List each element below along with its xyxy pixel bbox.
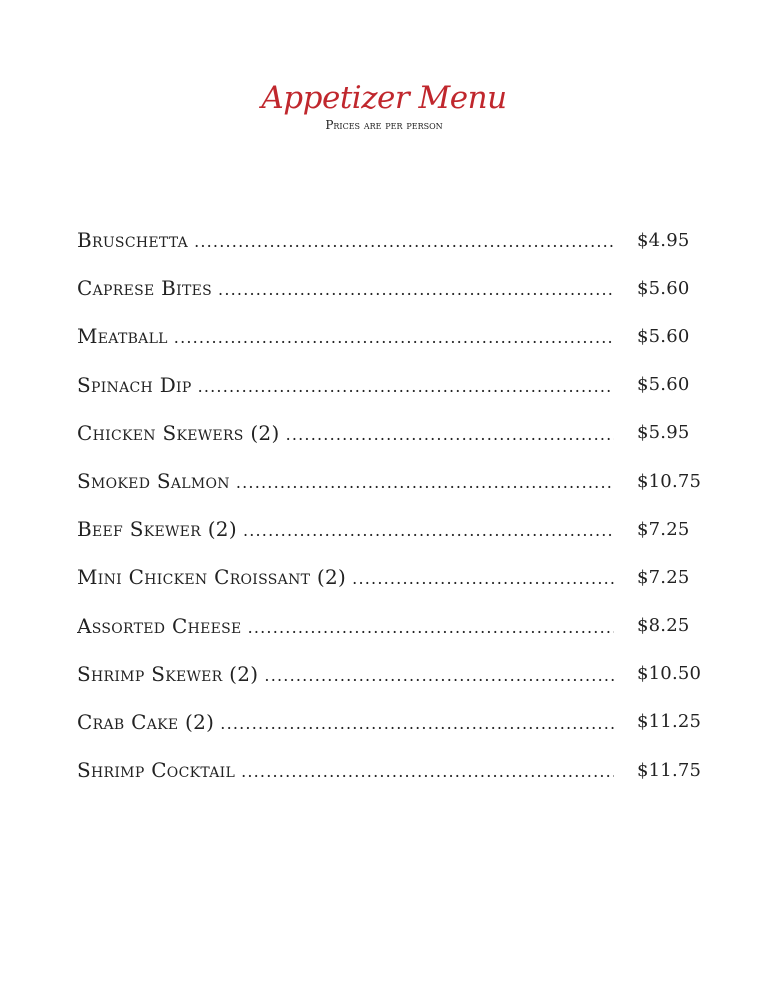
menu-item: [77, 505, 697, 553]
menu-item: [77, 264, 697, 312]
menu-item-price: $5.95: [637, 422, 690, 444]
dot-leader: [218, 280, 614, 299]
dot-leader: [198, 377, 614, 396]
menu-item-leader: [77, 469, 614, 493]
menu-item-leader: [77, 276, 614, 300]
menu-item-price: $7.25: [637, 566, 690, 588]
menu-item: [77, 312, 697, 360]
menu-item-price: $10.75: [637, 470, 702, 492]
dot-leader: [264, 666, 614, 685]
menu-item: [77, 602, 697, 650]
menu-item-leader: [77, 228, 614, 252]
menu-item-leader: [77, 421, 614, 445]
dot-leader: [243, 521, 614, 540]
page-title: Appetizer Menu: [261, 80, 507, 116]
dot-leader: [352, 569, 614, 588]
menu-item-leader: [77, 710, 614, 734]
dot-leader: [286, 425, 614, 444]
menu-item: [77, 457, 702, 505]
menu-item-name: Assorted Cheese: [77, 613, 242, 638]
menu-item-price: $4.95: [637, 229, 690, 251]
menu-item-name: Caprese Bites: [77, 276, 213, 301]
menu-item-price: $8.25: [637, 615, 690, 637]
menu-item-leader: [77, 614, 614, 638]
menu-item-leader: [77, 324, 614, 348]
dot-leader: [248, 618, 614, 637]
menu-item-price: $11.25: [637, 711, 702, 733]
menu-item: [77, 650, 702, 698]
menu-item-price: $10.50: [637, 663, 702, 685]
menu-item-price: $5.60: [637, 277, 690, 299]
menu-item-name: Shrimp Cocktail: [77, 758, 236, 783]
menu-item-name: Shrimp Skewer (2): [77, 661, 259, 686]
menu-item-price: $5.60: [637, 325, 690, 347]
page-subtitle: Prices are per person: [325, 118, 443, 132]
menu-item: [77, 746, 702, 794]
menu-item: [77, 216, 697, 264]
menu-item-price: $11.75: [637, 759, 702, 781]
menu-item: [77, 361, 697, 409]
menu-item: [77, 698, 702, 746]
menu-item-name: Spinach Dip: [77, 372, 192, 397]
menu-item-name: Chicken Skewers (2): [77, 420, 280, 445]
menu-list: [77, 216, 702, 794]
menu-item-leader: [77, 662, 614, 686]
menu-item-name: Crab Cake (2): [77, 709, 215, 734]
menu-item-name: Mini Chicken Croissant (2): [77, 565, 347, 590]
dot-leader: [174, 328, 614, 347]
menu-item-price: $5.60: [637, 374, 690, 396]
dot-leader: [236, 473, 614, 492]
menu-item-leader: [77, 758, 614, 782]
menu-item-name: Smoked Salmon: [77, 469, 230, 494]
menu-item-leader: [77, 373, 614, 397]
menu-item-name: Beef Skewer (2): [77, 517, 237, 542]
dot-leader: [194, 232, 614, 251]
menu-item-price: $7.25: [637, 518, 690, 540]
menu-item-leader: [77, 517, 614, 541]
menu-item-name: Meatball: [77, 324, 168, 349]
dot-leader: [220, 714, 614, 733]
menu-item-leader: [77, 565, 614, 589]
dot-leader: [241, 762, 614, 781]
menu-item-name: Bruschetta: [77, 228, 189, 253]
menu-item: [77, 553, 697, 601]
menu-item: [77, 409, 697, 457]
menu-header: [0, 78, 768, 132]
